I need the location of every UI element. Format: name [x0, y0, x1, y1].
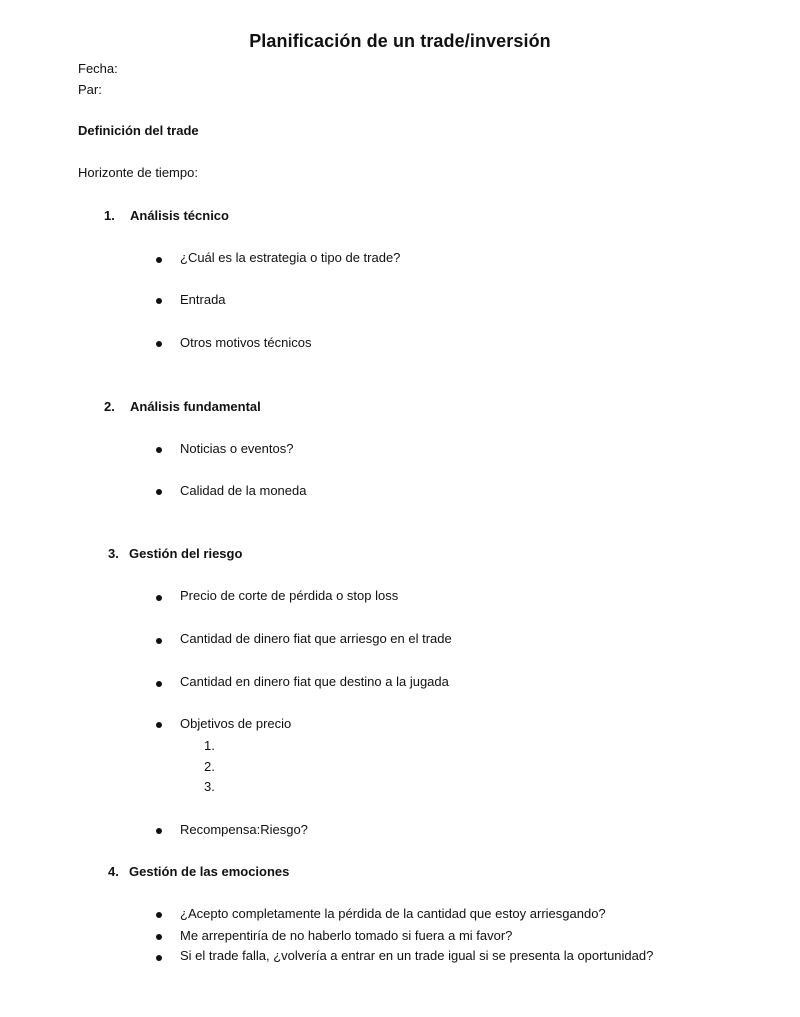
section-3-number: 3.	[108, 546, 119, 561]
section-1-heading: Análisis técnico	[130, 208, 229, 223]
bullet-icon	[156, 912, 162, 918]
section-3-heading: Gestión del riesgo	[129, 546, 243, 561]
list-item: Me arrepentiría de no haberlo tomado si fuera a mi favor?	[180, 928, 513, 943]
list-item: ¿Cuál es la estrategia o tipo de trade?	[180, 250, 401, 265]
section-2-number: 2.	[104, 399, 115, 414]
list-item: Calidad de la moneda	[180, 483, 307, 498]
list-item: Precio de corte de pérdida o stop loss	[180, 588, 399, 603]
list-item: Noticias o eventos?	[180, 441, 294, 456]
bullet-icon	[156, 257, 162, 263]
bullet-icon	[156, 955, 162, 961]
bullet-icon	[156, 722, 162, 728]
list-item: Objetivos de precio	[180, 716, 292, 731]
sub-list-number: 2.	[204, 759, 215, 774]
bullet-icon	[156, 298, 162, 304]
bullet-icon	[156, 341, 162, 347]
list-item: ¿Acepto completamente la pérdida de la cantidad que estoy arriesgando?	[180, 906, 606, 921]
list-item: Otros motivos técnicos	[180, 335, 312, 350]
bullet-icon	[156, 489, 162, 495]
list-item: Recompensa:Riesgo?	[180, 822, 308, 837]
section-2-heading: Análisis fundamental	[130, 399, 261, 414]
horizonte-label: Horizonte de tiempo:	[78, 165, 198, 180]
section-1-number: 1.	[104, 208, 115, 223]
bullet-icon	[156, 681, 162, 687]
fecha-label: Fecha:	[78, 61, 118, 76]
bullet-icon	[156, 934, 162, 940]
bullet-icon	[156, 595, 162, 601]
bullet-icon	[156, 638, 162, 644]
document-title: Planificación de un trade/inversión	[249, 31, 551, 51]
bullet-icon	[156, 828, 162, 834]
par-label: Par:	[78, 82, 102, 97]
sub-list-number: 1.	[204, 738, 215, 753]
list-item: Cantidad en dinero fiat que destino a la jugada	[180, 674, 449, 689]
list-item: Cantidad de dinero fiat que arriesgo en el trade	[180, 631, 452, 646]
list-item: Entrada	[180, 292, 226, 307]
list-item: Si el trade falla, ¿volvería a entrar en un trade igual si se presenta la oportunidad?	[180, 948, 654, 963]
section-4-heading: Gestión de las emociones	[129, 864, 290, 879]
definicion-heading: Definición del trade	[78, 123, 199, 138]
sub-list-number: 3.	[204, 779, 215, 794]
bullet-icon	[156, 447, 162, 453]
section-4-number: 4.	[108, 864, 119, 879]
